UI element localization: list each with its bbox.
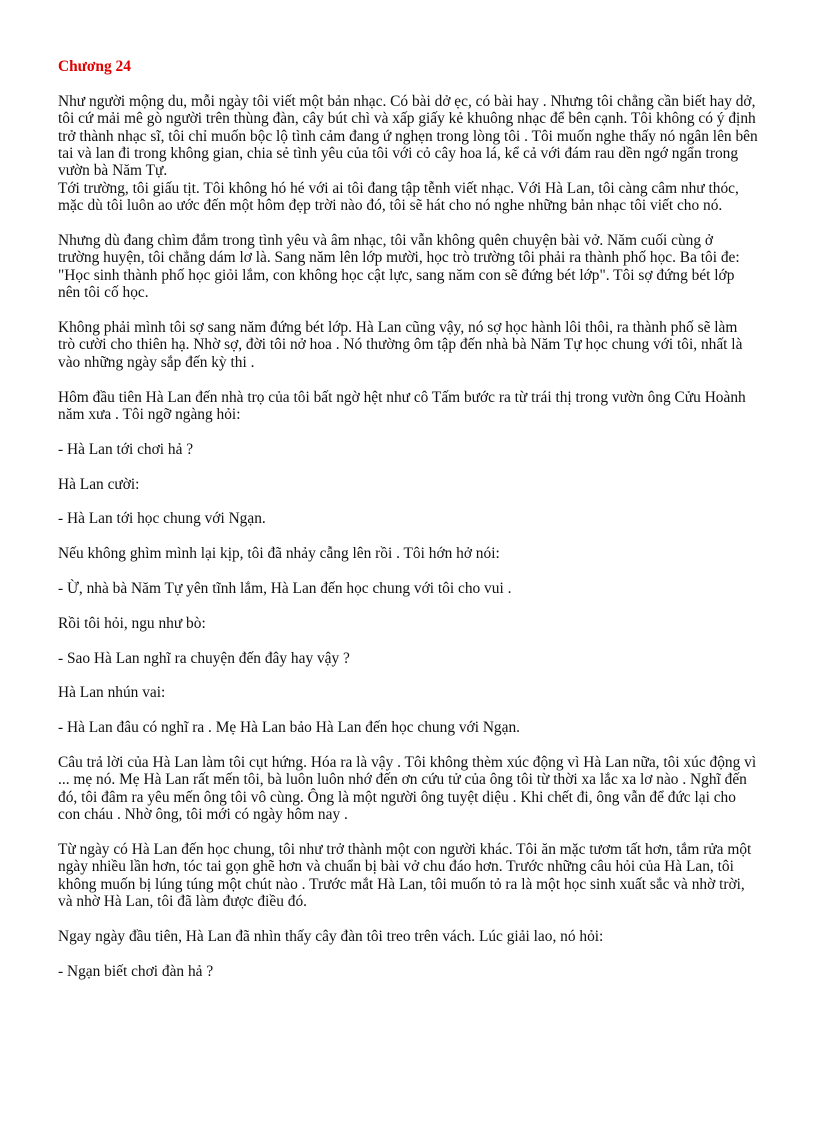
paragraph: Tới trường, tôi giấu tịt. Tôi không hó hé với ai tôi đang tập tễnh viết nhạc. Với Hà Lan, tôi càng câm như thóc, mặc dù tôi luôn ao ước đến một hôm đẹp trời nào đó, tôi sẽ hát cho nó nghe những bản nhạc tôi viết cho nó.: [58, 179, 739, 215]
paragraph: Hà Lan cười:: [58, 475, 140, 493]
paragraph: Ngay ngày đầu tiên, Hà Lan đã nhìn thấy cây đàn tôi treo trên vách. Lúc giải lao, nó hỏi:: [58, 928, 604, 946]
dialogue-line: - Ngạn biết chơi đàn hả ?: [58, 962, 214, 980]
paragraph: Rồi tôi hỏi, ngu như bò:: [58, 614, 206, 632]
paragraph: Hà Lan nhún vai:: [58, 684, 166, 702]
dialogue-line: - Sao Hà Lan nghĩ ra chuyện đến đây hay vậy ?: [58, 649, 350, 667]
paragraph: Câu trả lời của Hà Lan làm tôi cụt hứng. Hóa ra là vậy . Tôi không thèm xúc động vì Hà Lan nữa, tôi xúc động vì ... mẹ nó. Mẹ Hà Lan rất mến tôi, bà luôn luôn nhớ đến ơn cứu tử của ông tôi từ thời xa lắc xa lơ nào . Nghĩ đến đó, tôi đâm ra yêu mến ông tôi vô cùng. Ông là một người ông tuyệt diệu . Khi chết đi, ông vẫn để đức lại cho con cháu . Nhờ ông, tôi mới có ngày hôm nay .: [58, 754, 757, 824]
dialogue-line: - Hà Lan tới học chung với Ngạn.: [58, 510, 266, 528]
paragraph: Nhưng dù đang chìm đắm trong tình yêu và âm nhạc, tôi vẫn không quên chuyện bài vở. Năm cuối cùng ở trường huyện, tôi chẳng dám lơ là. Sang năm lên lớp mười, học trò trường tôi phải ra thành phố học. Ba tôi đe: "Học sinh thành phố học giỏi lắm, con không học cật lực, sang năm con sẽ đứng bét lớp". Tôi sợ đứng bét lớp nên tôi cố học.: [58, 232, 740, 302]
paragraph: Từ ngày có Hà Lan đến học chung, tôi như trở thành một con người khác. Tôi ăn mặc tươm tất hơn, tắm rửa một ngày nhiều lần hơn, tóc tai gọn ghẽ hơn và chuẩn bị bài vở chu đáo hơn. Trước những câu hỏi của Hà Lan, tôi không muốn bị lúng túng một chút nào . Trước mắt Hà Lan, tôi muốn tỏ ra là một học sinh xuất sắc và nhờ trời, và nhờ Hà Lan, tôi đã làm được điều đó.: [58, 841, 752, 911]
paragraph: Như người mộng du, mỗi ngày tôi viết một bản nhạc. Có bài dở ẹc, có bài hay . Nhưng tôi chẳng cần biết hay dở, tôi cứ mải mê gò người trên thùng đàn, cây bút chì và xấp giấy kẻ khuông nhạc để bên cạnh. Tôi không có ý định trở thành nhạc sĩ, tôi chỉ muốn bộc lộ tình cảm đang ứ nghẹn trong lòng tôi . Tôi muốn nghe thấy nó ngân lên bên tai và lan đi trong không gian, chia sẻ tình yêu của tôi với cỏ cây hoa lá, kể cả với đám rau dền ngớ ngẩn trong vườn bà Năm Tự.: [58, 92, 758, 180]
paragraph: Không phải mình tôi sợ sang năm đứng bét lớp. Hà Lan cũng vậy, nó sợ học hành lôi thôi, ra thành phố sẽ làm trò cười cho thiên hạ. Nhờ sợ, đời tôi nở hoa . Nó thường ôm tập đến nhà bà Năm Tự học chung với tôi, nhất là vào những ngày sắp đến kỳ thi .: [58, 319, 743, 371]
dialogue-line: - Ừ, nhà bà Năm Tự yên tĩnh lắm, Hà Lan đến học chung với tôi cho vui .: [58, 580, 512, 598]
paragraph: Nếu không ghìm mình lại kịp, tôi đã nhảy cẫng lên rồi . Tôi hớn hở nói:: [58, 545, 500, 563]
chapter-title: Chương 24: [58, 58, 131, 75]
dialogue-line: - Hà Lan đâu có nghĩ ra . Mẹ Hà Lan bảo Hà Lan đến học chung với Ngạn.: [58, 719, 521, 737]
document-page: [58, 58, 758, 998]
dialogue-line: - Hà Lan tới chơi hả ?: [58, 440, 194, 458]
paragraph: Hôm đầu tiên Hà Lan đến nhà trọ của tôi bất ngờ hệt như cô Tấm bước ra từ trái thị trong vườn ông Cửu Hoành năm xưa . Tôi ngỡ ngàng hỏi:: [58, 388, 746, 424]
